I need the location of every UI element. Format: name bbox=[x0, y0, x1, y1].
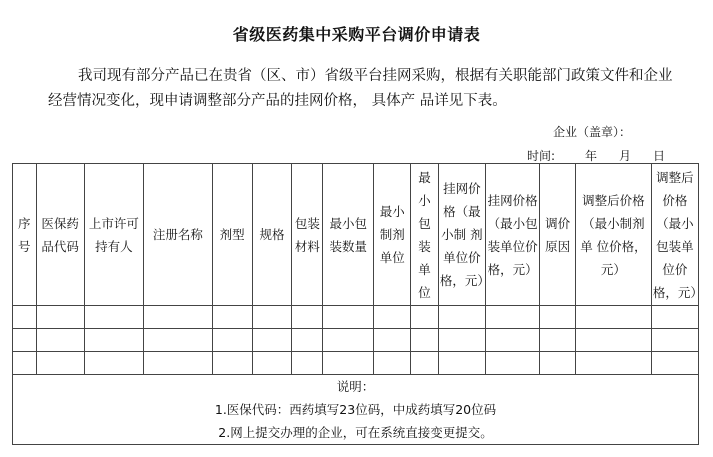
month-label: 月 bbox=[619, 149, 632, 163]
note-item: 1.医保代码：西药填写23位码，中成药填写20位码 bbox=[214, 402, 497, 417]
notes-row bbox=[13, 375, 699, 445]
col-header: 注册名称 bbox=[144, 164, 213, 306]
table-cell[interactable] bbox=[576, 306, 652, 329]
table-cell[interactable] bbox=[36, 329, 84, 352]
table-cell[interactable] bbox=[13, 329, 37, 352]
table-cell[interactable] bbox=[292, 352, 323, 375]
table-cell[interactable] bbox=[13, 352, 37, 375]
col-header: 最小包装数量 bbox=[323, 164, 374, 306]
table-row bbox=[13, 306, 699, 329]
col-header: 调价原因 bbox=[540, 164, 576, 306]
col-header: 最小制剂单位 bbox=[374, 164, 411, 306]
table-cell[interactable] bbox=[144, 352, 213, 375]
col-header: 调整后价格 （最小制剂单 位价格，元） bbox=[576, 164, 652, 306]
table-cell[interactable] bbox=[374, 329, 411, 352]
table-cell[interactable] bbox=[651, 306, 698, 329]
form-title: 省级医药集中采购平台调价申请表 bbox=[232, 25, 481, 44]
table-cell[interactable] bbox=[540, 352, 576, 375]
table-cell[interactable] bbox=[212, 306, 252, 329]
header-row bbox=[13, 164, 699, 306]
table-row bbox=[13, 329, 699, 352]
table-cell[interactable] bbox=[84, 329, 143, 352]
table-cell[interactable] bbox=[438, 306, 485, 329]
table-cell[interactable] bbox=[292, 306, 323, 329]
table-row bbox=[13, 352, 699, 375]
table-cell[interactable] bbox=[323, 329, 374, 352]
col-header: 包装材料 bbox=[292, 164, 323, 306]
table-cell[interactable] bbox=[252, 329, 292, 352]
table-cell[interactable] bbox=[485, 352, 539, 375]
table-cell[interactable] bbox=[576, 352, 652, 375]
table-cell[interactable] bbox=[411, 352, 439, 375]
col-header: 调整后价格（最小包装单位价格，元） bbox=[651, 164, 698, 306]
table-cell[interactable] bbox=[292, 329, 323, 352]
table-cell[interactable] bbox=[323, 352, 374, 375]
col-header: 序号 bbox=[13, 164, 37, 306]
col-header: 规格 bbox=[252, 164, 292, 306]
notes-cell bbox=[13, 375, 699, 445]
col-header: 上市许可持有人 bbox=[84, 164, 143, 306]
table-cell[interactable] bbox=[374, 352, 411, 375]
intro-paragraph: 我司现有部分产品已在贵省（区、市）省级平台挂网采购，根据有关职能部门政策文件和企业经营情况变化，现申请调整部分产品的挂网价格， 具体产 品详见下表。 bbox=[48, 68, 673, 109]
col-header: 挂网价格（最小制 剂单位价格，元） bbox=[438, 164, 485, 306]
col-header: 挂网价格（最小包装单位价格，元） bbox=[485, 164, 539, 306]
table-cell[interactable] bbox=[212, 352, 252, 375]
table-cell[interactable] bbox=[485, 329, 539, 352]
price-adjustment-table bbox=[12, 163, 703, 445]
table-cell[interactable] bbox=[485, 306, 539, 329]
table-cell[interactable] bbox=[411, 329, 439, 352]
note-item: 2.网上提交办理的企业，可在系统直接变更提交。 bbox=[218, 425, 493, 440]
table-cell[interactable] bbox=[84, 352, 143, 375]
year-label: 年 bbox=[585, 149, 598, 163]
table-cell[interactable] bbox=[651, 329, 698, 352]
company-seal-label: 企业（盖章）： bbox=[553, 125, 632, 139]
table-cell[interactable] bbox=[540, 329, 576, 352]
table-cell[interactable] bbox=[438, 352, 485, 375]
table-cell[interactable] bbox=[651, 352, 698, 375]
table-cell[interactable] bbox=[323, 306, 374, 329]
table-cell[interactable] bbox=[212, 329, 252, 352]
date-line bbox=[527, 147, 665, 164]
day-label: 日 bbox=[653, 149, 666, 163]
col-header: 最小包装单位 bbox=[411, 164, 439, 306]
col-header: 医保药品代码 bbox=[36, 164, 84, 306]
table-cell[interactable] bbox=[252, 352, 292, 375]
table-cell[interactable] bbox=[144, 306, 213, 329]
table-cell[interactable] bbox=[540, 306, 576, 329]
date-label: 时间: bbox=[527, 149, 556, 163]
table-cell[interactable] bbox=[374, 306, 411, 329]
table-cell[interactable] bbox=[411, 306, 439, 329]
table-cell[interactable] bbox=[144, 329, 213, 352]
table-cell[interactable] bbox=[576, 329, 652, 352]
notes-title: 说明： bbox=[336, 379, 375, 394]
table-cell[interactable] bbox=[36, 306, 84, 329]
table-cell[interactable] bbox=[438, 329, 485, 352]
table-cell[interactable] bbox=[36, 352, 84, 375]
col-header: 剂型 bbox=[212, 164, 252, 306]
table-cell[interactable] bbox=[84, 306, 143, 329]
table-cell[interactable] bbox=[252, 306, 292, 329]
table-cell[interactable] bbox=[13, 306, 37, 329]
